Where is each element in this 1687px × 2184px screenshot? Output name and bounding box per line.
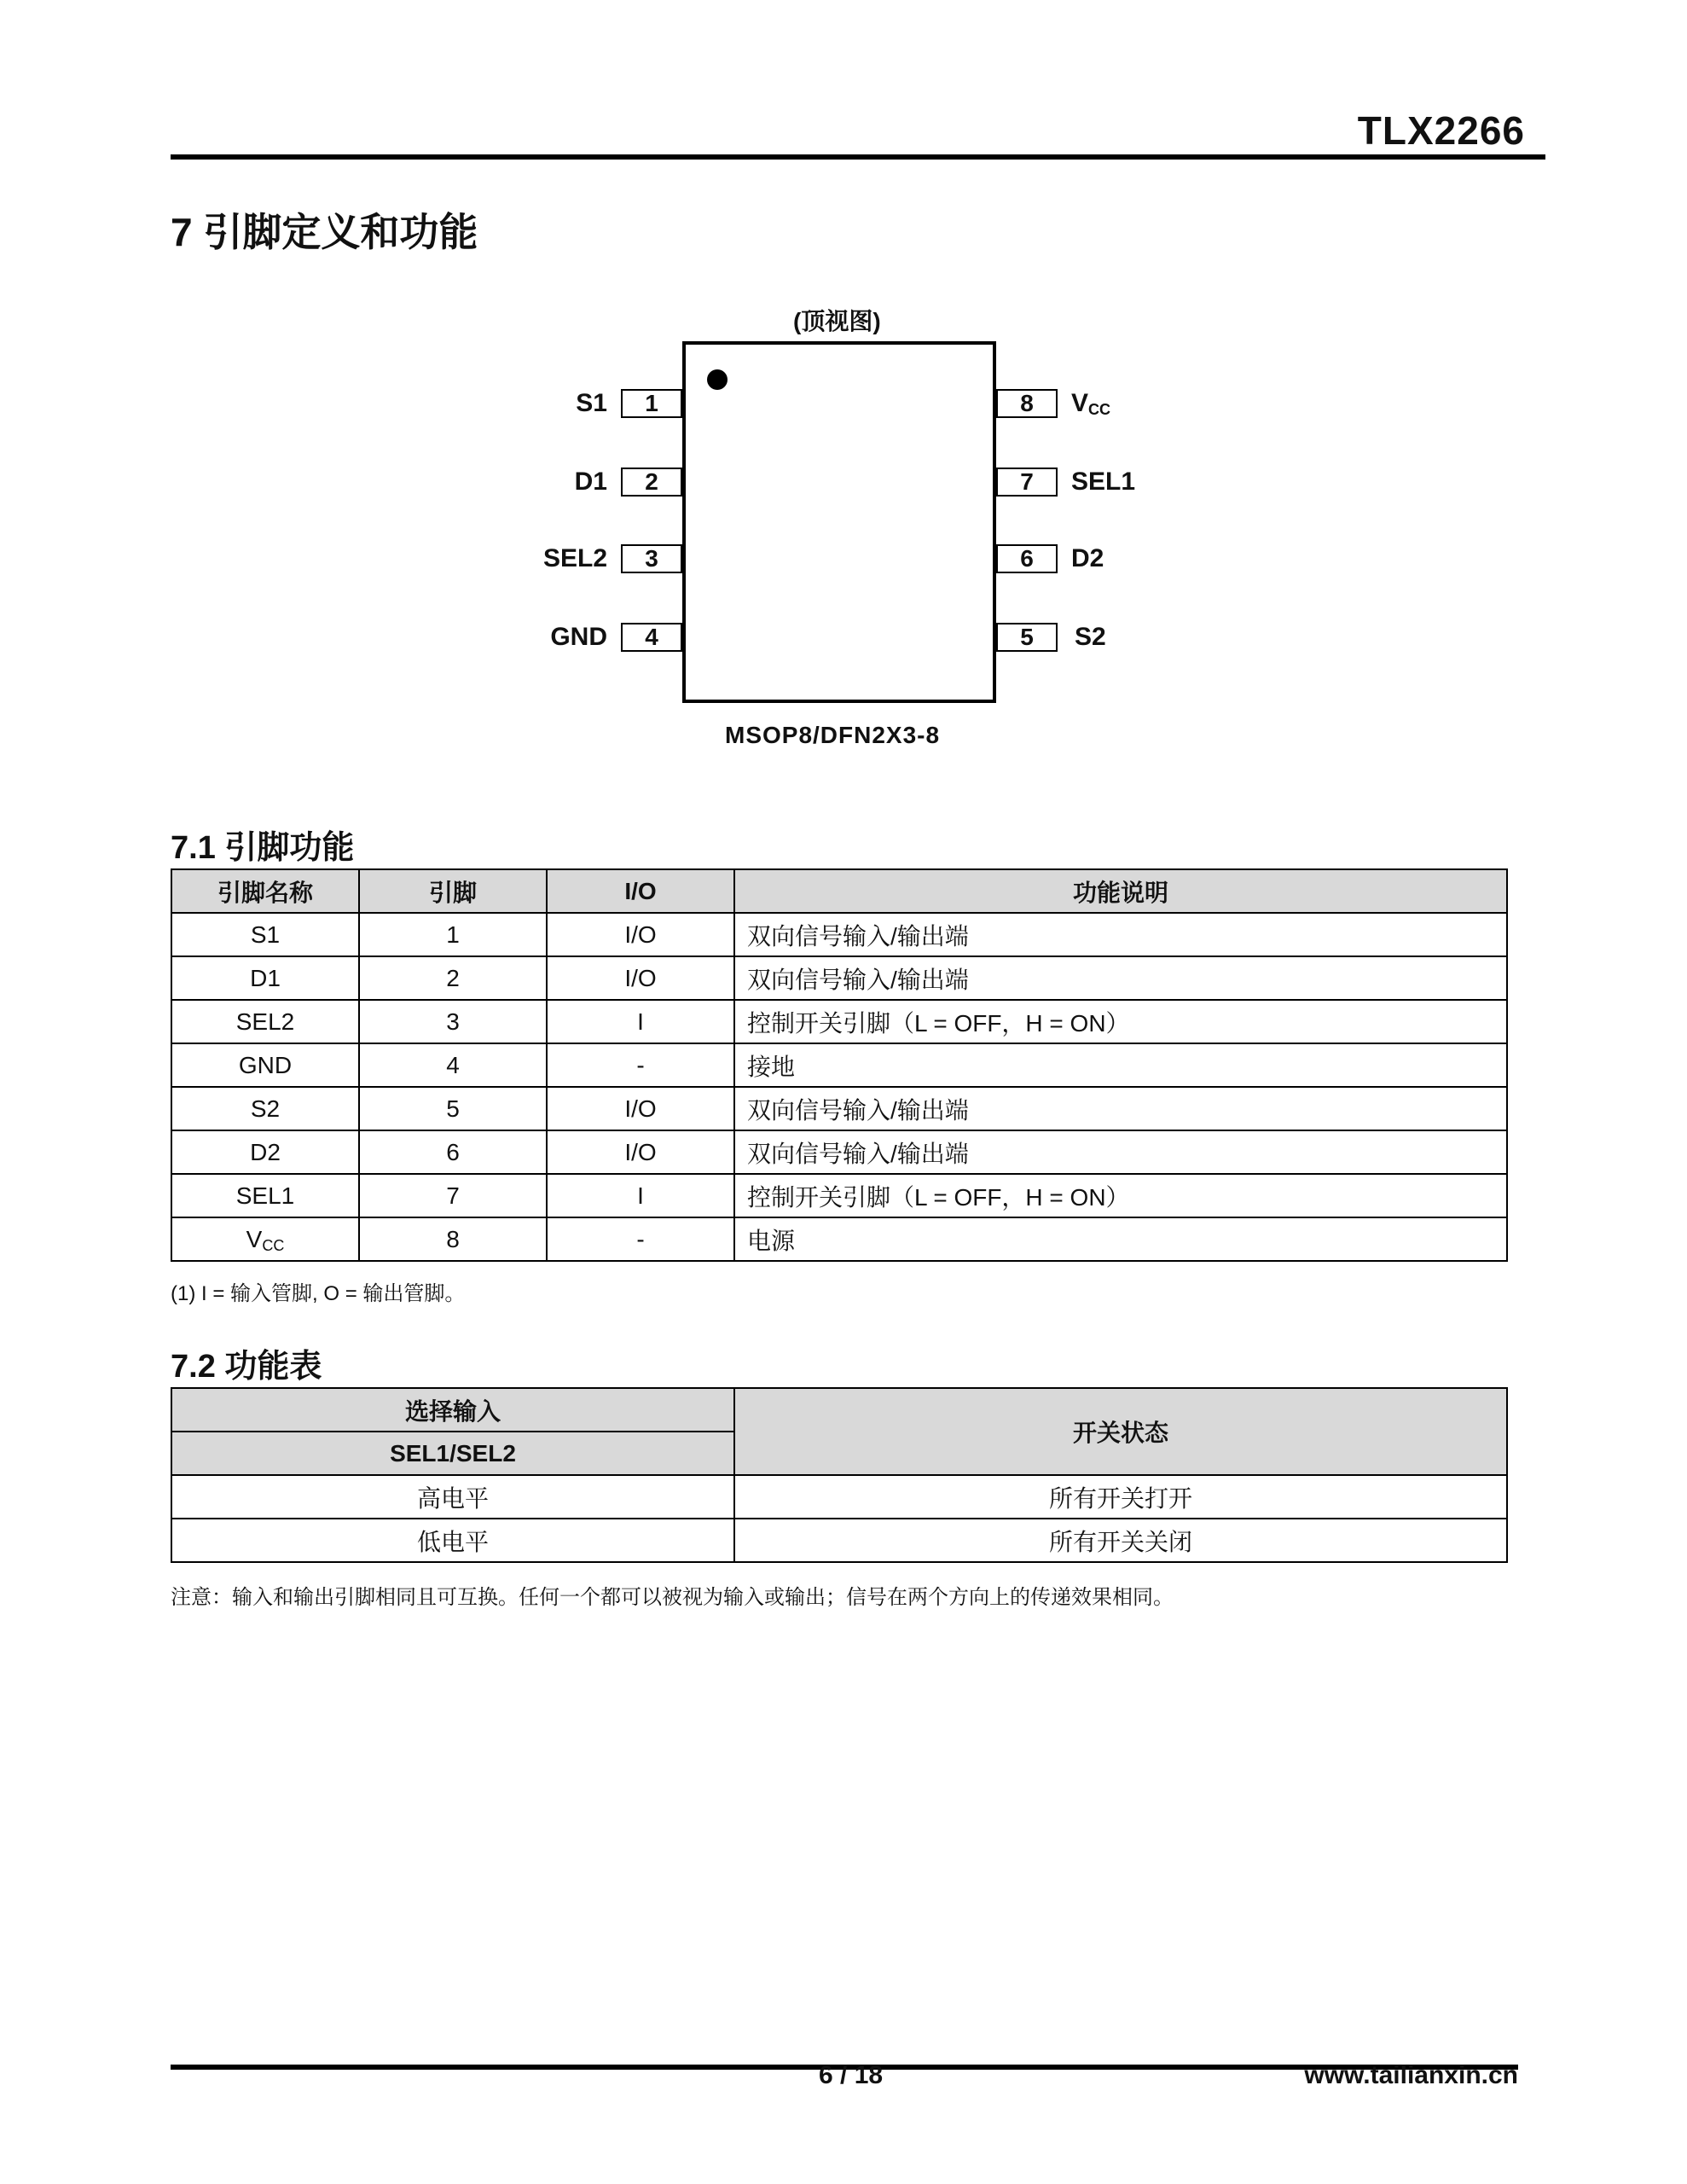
pin-box-right-5: 5 xyxy=(996,623,1058,652)
pin-name-left-3: SEL2 xyxy=(542,544,607,572)
cell-pin-name: GND xyxy=(171,1043,359,1087)
cell-description: 双向信号输入/输出端 xyxy=(734,1087,1507,1130)
cell-input-level: 高电平 xyxy=(171,1475,734,1519)
cell-io: I xyxy=(547,1000,734,1043)
pin-box-left-3: 3 xyxy=(621,544,682,573)
pin-box-left-4: 4 xyxy=(621,623,682,652)
header-sel-pins: SEL1/SEL2 xyxy=(171,1432,734,1475)
table-row xyxy=(171,913,1507,956)
function-table-header-row xyxy=(171,1388,1507,1432)
header-description: 功能说明 xyxy=(734,869,1507,913)
pin-box-right-7: 7 xyxy=(996,468,1058,497)
pin-box-left-1: 1 xyxy=(621,389,682,418)
cell-description: 控制开关引脚（L = OFF，H = ON） xyxy=(734,1000,1507,1043)
pin-functions-table xyxy=(171,868,1508,1262)
cell-switch-state: 所有开关关闭 xyxy=(734,1519,1507,1562)
cell-pin: 2 xyxy=(359,956,547,1000)
view-label: (顶视图) xyxy=(793,308,881,334)
pin-name-right-5: S2 xyxy=(1075,623,1106,651)
cell-switch-state: 所有开关打开 xyxy=(734,1475,1507,1519)
table-row xyxy=(171,1000,1507,1043)
cell-description: 接地 xyxy=(734,1043,1507,1087)
header-pin-name: 引脚名称 xyxy=(171,869,359,913)
cell-pin: 1 xyxy=(359,913,547,956)
cell-pin: 3 xyxy=(359,1000,547,1043)
header-rule xyxy=(171,154,1545,160)
table-row xyxy=(171,1087,1507,1130)
cell-pin-name: D1 xyxy=(171,956,359,1000)
cell-io: I/O xyxy=(547,1087,734,1130)
website-link[interactable]: www.tailianxin.cn xyxy=(1304,2061,1518,2089)
pin-name-right-7: SEL1 xyxy=(1071,468,1136,496)
cell-pin-name: SEL2 xyxy=(171,1000,359,1043)
cell-description: 电源 xyxy=(734,1217,1507,1261)
table-row xyxy=(171,1130,1507,1174)
cell-pin-name: S2 xyxy=(171,1087,359,1130)
cell-description: 双向信号输入/输出端 xyxy=(734,1130,1507,1174)
header-pin: 引脚 xyxy=(359,869,547,913)
page-number: 6 / 18 xyxy=(819,2061,884,2089)
function-table-title: 7.2 功能表 xyxy=(171,1349,322,1385)
table-row xyxy=(171,1519,1507,1562)
pin-name-left-2: D1 xyxy=(574,468,607,496)
cell-pin: 5 xyxy=(359,1087,547,1130)
cell-pin-name: $V_{CC}$ xyxy=(171,1217,359,1261)
cell-description: 控制开关引脚（L = OFF，H = ON） xyxy=(734,1174,1507,1217)
table-row xyxy=(171,1174,1507,1217)
pin-box-left-2: 2 xyxy=(621,468,682,497)
pin1-indicator-dot xyxy=(707,369,728,390)
cell-io: - xyxy=(547,1043,734,1087)
pin-name-right-8: $V_{CC}$ xyxy=(1071,389,1111,418)
pin-name-right-6: D2 xyxy=(1071,544,1104,572)
pin-box-right-6: 6 xyxy=(996,544,1058,573)
cell-pin-name: SEL1 xyxy=(171,1174,359,1217)
document-title: TLX2266 xyxy=(1357,108,1525,153)
cell-io: - xyxy=(547,1217,734,1261)
pin-functions-title: 7.1 引脚功能 xyxy=(171,830,355,866)
cell-io: I/O xyxy=(547,1130,734,1174)
pin-functions-footnote: (1) I = 输入管脚, O = 输出管脚。 xyxy=(171,1282,466,1305)
function-table xyxy=(171,1387,1508,1563)
header-select-input: 选择输入 xyxy=(171,1388,734,1432)
cell-pin: 4 xyxy=(359,1043,547,1087)
table-row xyxy=(171,1217,1507,1261)
header-io: I/O xyxy=(547,869,734,913)
table-row xyxy=(171,956,1507,1000)
pin-box-right-8: 8 xyxy=(996,389,1058,418)
chip-body xyxy=(682,341,996,703)
pin-name-left-4: GND xyxy=(550,623,607,651)
section-title: 7 引脚定义和功能 xyxy=(171,210,478,254)
header-switch-state: 开关状态 xyxy=(734,1388,1507,1475)
cell-io: I/O xyxy=(547,956,734,1000)
cell-pin: 6 xyxy=(359,1130,547,1174)
cell-pin-name: S1 xyxy=(171,913,359,956)
cell-pin: 7 xyxy=(359,1174,547,1217)
cell-pin: 8 xyxy=(359,1217,547,1261)
function-table-note: 注意：输入和输出引脚相同且可互换。任何一个都可以被视为输入或输出；信号在两个方向上的传递效果相同。 xyxy=(171,1586,1174,1609)
cell-description: 双向信号输入/输出端 xyxy=(734,913,1507,956)
package-label: MSOP8/DFN2X3-8 xyxy=(725,722,941,748)
table-row xyxy=(171,1043,1507,1087)
pin-name-left-1: S1 xyxy=(576,389,607,417)
cell-input-level: 低电平 xyxy=(171,1519,734,1562)
cell-pin-name: D2 xyxy=(171,1130,359,1174)
table-header-row xyxy=(171,869,1507,913)
table-row xyxy=(171,1475,1507,1519)
cell-io: I xyxy=(547,1174,734,1217)
cell-io: I/O xyxy=(547,913,734,956)
cell-description: 双向信号输入/输出端 xyxy=(734,956,1507,1000)
